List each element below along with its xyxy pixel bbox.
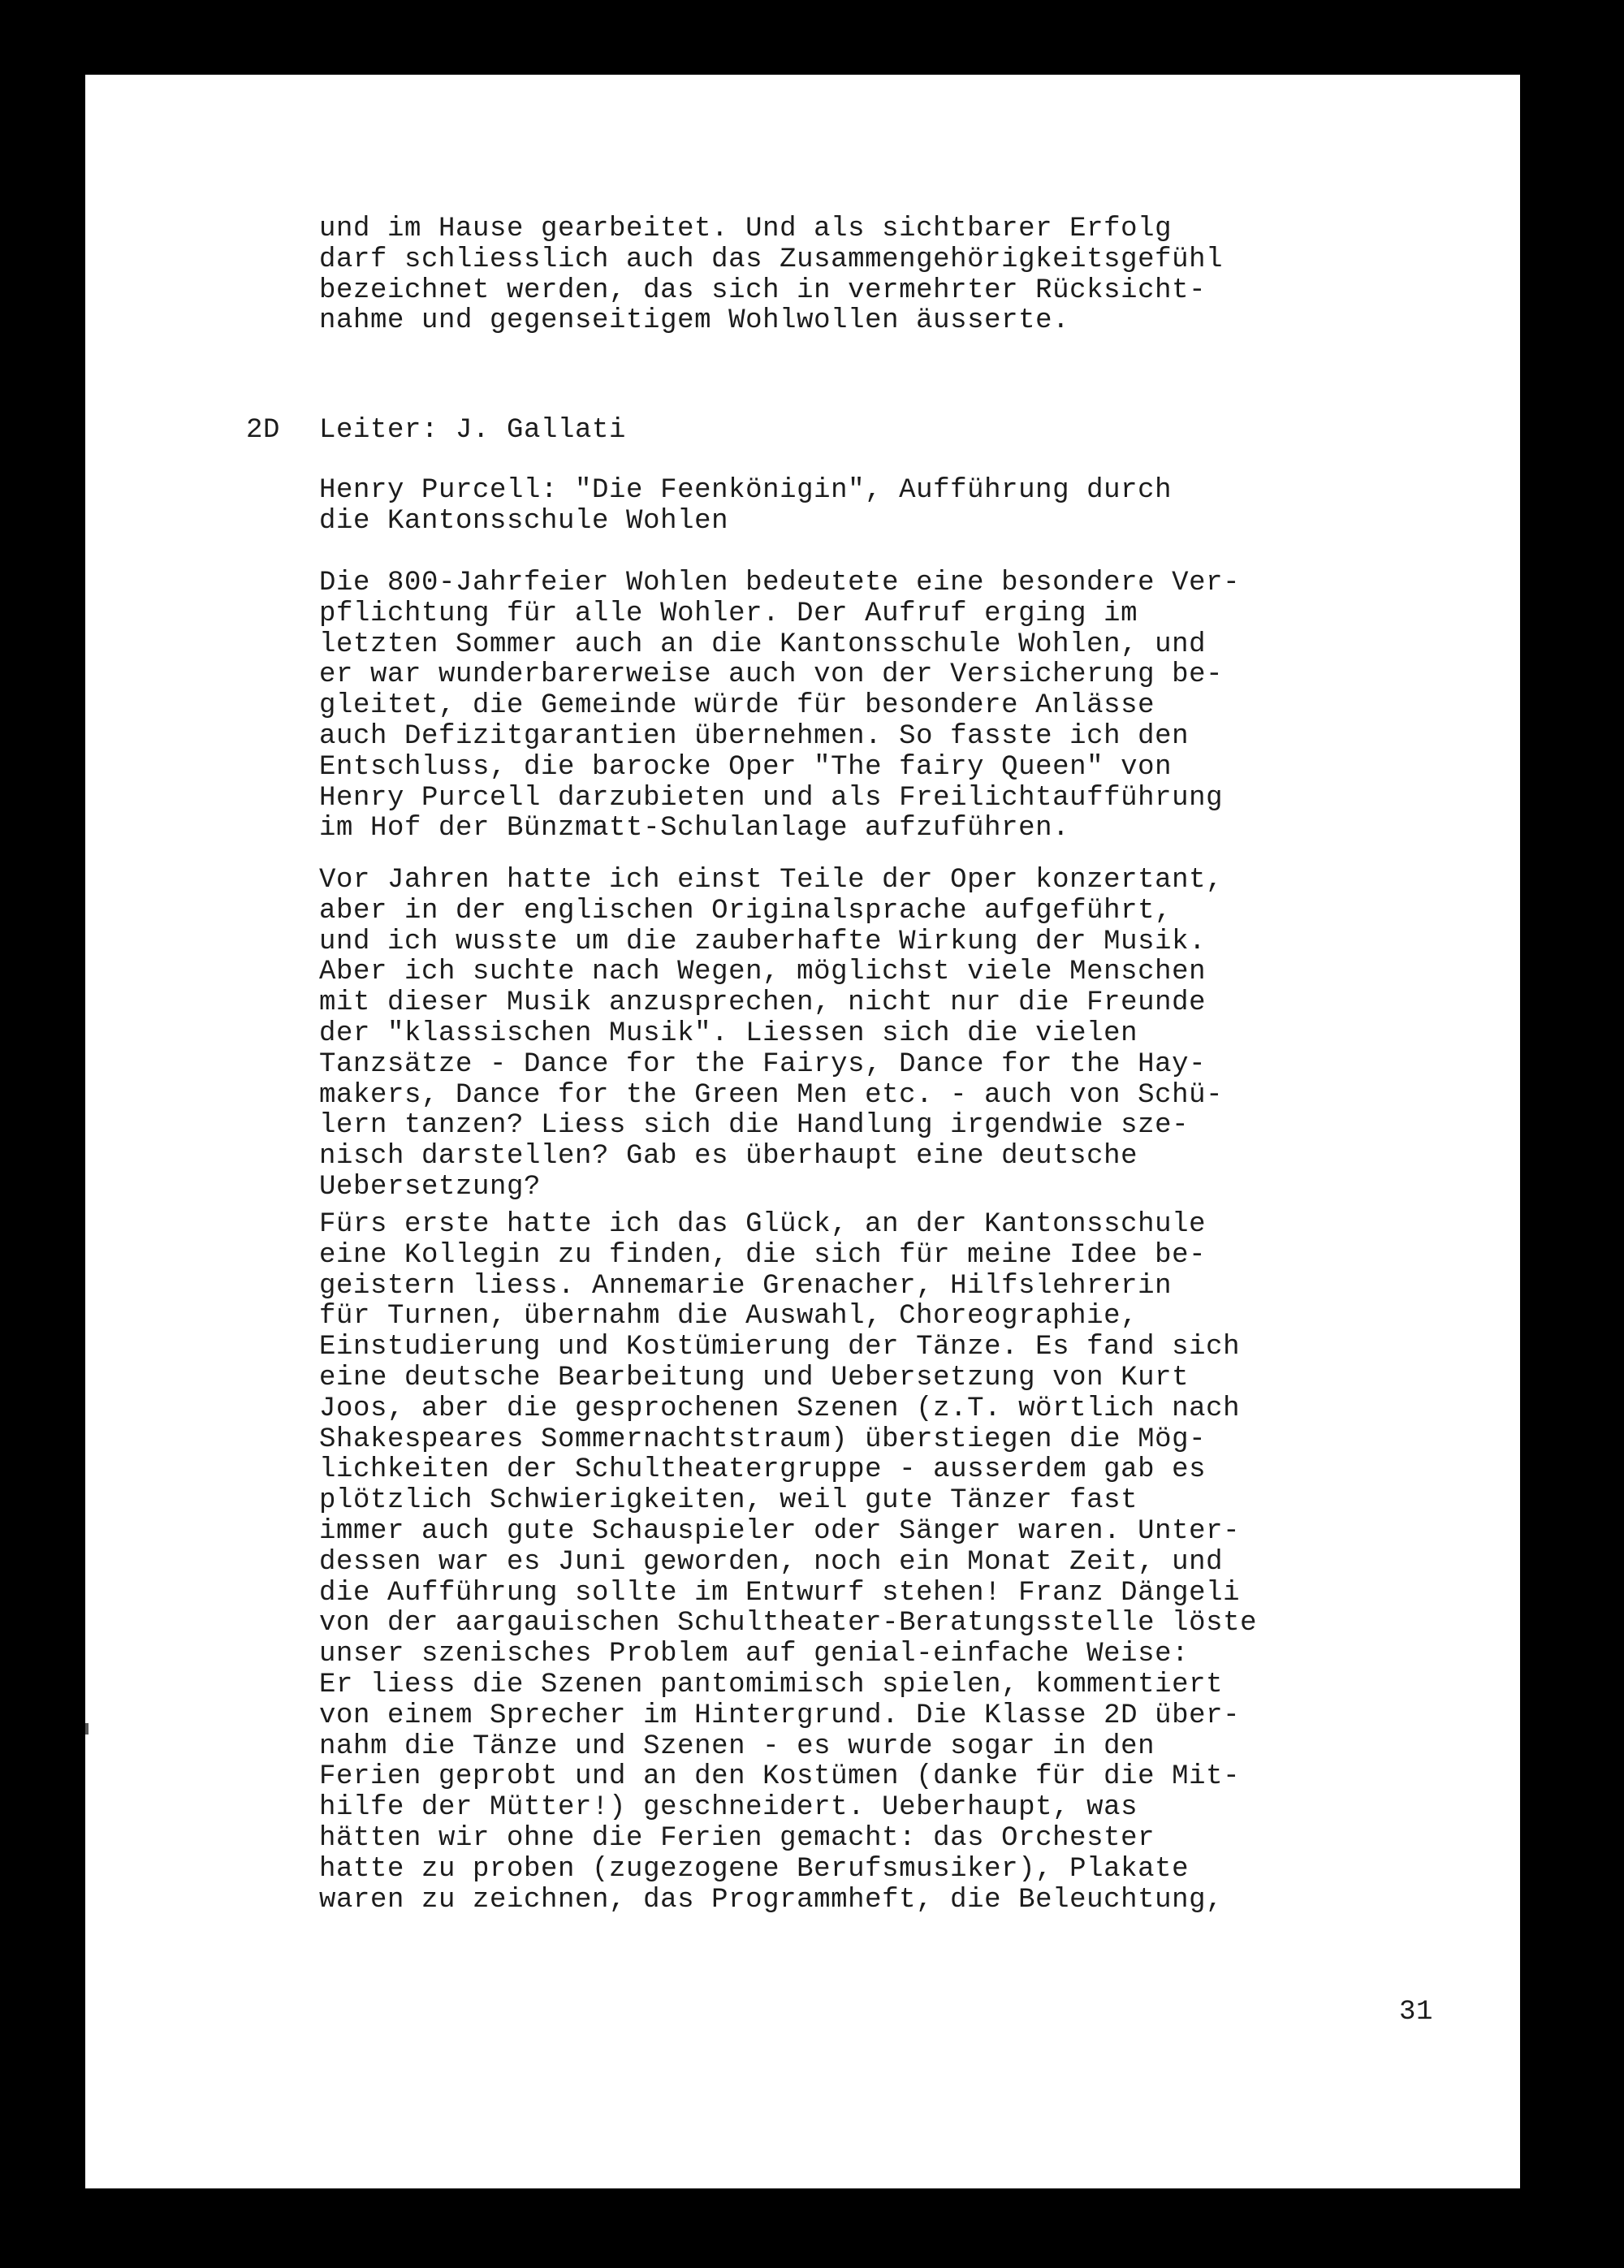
text-line: Henry Purcell: "Die Feenkönigin", Aufführung durch: [319, 475, 1173, 506]
paragraph-3: [319, 1210, 1423, 1916]
text-line: eine deutsche Bearbeitung und Uebersetzung von Kurt: [319, 1362, 1190, 1393]
text-line: Joos, aber die gesprochenen Szenen (z.T. wörtlich nach: [319, 1393, 1241, 1424]
text-line: nahme und gegenseitigem Wohlwollen äusserte.: [319, 305, 1070, 337]
text-line: hätten wir ohne die Ferien gemacht: das Orchester: [319, 1822, 1155, 1854]
text-line: die Aufführung sollte im Entwurf stehen! Franz Dängeli: [319, 1577, 1241, 1609]
text-line: auch Defizitgarantien übernehmen. So fasste ich den: [319, 720, 1190, 752]
paragraph-1: [319, 568, 1423, 845]
margin-mark: [85, 1723, 89, 1734]
text-line: darf schliesslich auch das Zusammengehörigkeitsgefühl: [319, 244, 1224, 275]
text-line: Uebersetzung?: [319, 1171, 542, 1203]
text-line: dessen war es Juni geworden, noch ein Monat Zeit, und: [319, 1546, 1224, 1578]
text-line: im Hof der Bünzmatt-Schulanlage aufzuführen.: [319, 813, 1070, 845]
text-line: Entschluss, die barocke Oper "The fairy Queen" von: [319, 751, 1173, 783]
text-line: Aber ich suchte nach Wegen, möglichst viele Menschen: [319, 957, 1207, 988]
text-line: hilfe der Mütter!) geschneidert. Ueberhaupt, was: [319, 1792, 1138, 1824]
text-line: nisch darstellen? Gab es überhaupt eine deutsche: [319, 1141, 1138, 1173]
paragraph-2: [319, 866, 1423, 1203]
intro-paragraph: [319, 214, 1423, 337]
text-line: eine Kollegin zu finden, die sich für meine Idee be-: [319, 1239, 1207, 1271]
text-line: Ferien geprobt und an den Kostümen (danke für die Mit-: [319, 1761, 1241, 1793]
section-label: 2D: [246, 415, 281, 446]
text-line: er war wunderbarerweise auch von der Versicherung be-: [319, 659, 1224, 691]
text-line: Shakespeares Sommernachtstraum) überstiegen die Mög-: [319, 1423, 1207, 1455]
text-line: letzten Sommer auch an die Kantonsschule Wohlen, und: [319, 629, 1207, 660]
text-line: bezeichnet werden, das sich in vermehrter Rücksicht-: [319, 274, 1207, 306]
text-line: immer auch gute Schauspieler oder Sänger waren. Unter-: [319, 1515, 1241, 1547]
text-line: die Kantonsschule Wohlen: [319, 505, 729, 537]
document-page: [85, 75, 1520, 2188]
text-line: hatte zu proben (zugezogene Berufsmusiker), Plakate: [319, 1853, 1190, 1885]
text-line: Einstudierung und Kostümierung der Tänze. Es fand sich: [319, 1332, 1241, 1363]
text-line: Henry Purcell darzubieten und als Freilichtaufführung: [319, 782, 1224, 814]
text-line: lern tanzen? Liess sich die Handlung irgendwie sze-: [319, 1110, 1190, 1142]
text-line: gleitet, die Gemeinde würde für besondere Anlässe: [319, 690, 1155, 722]
text-line: mit dieser Musik anzusprechen, nicht nur die Freunde: [319, 987, 1207, 1019]
text-line: für Turnen, übernahm die Auswahl, Choreographie,: [319, 1301, 1138, 1333]
section-title: Leiter: J. Gallati: [319, 415, 627, 446]
text-line: der "klassischen Musik". Liessen sich die vielen: [319, 1017, 1138, 1049]
text-line: lichkeiten der Schultheatergruppe - ausserdem gab es: [319, 1454, 1207, 1486]
text-line: makers, Dance for the Green Men etc. - auch von Schü-: [319, 1079, 1224, 1111]
text-line: unser szenisches Problem auf genial-einfache Weise:: [319, 1639, 1190, 1670]
text-line: und ich wusste um die zauberhafte Wirkung der Musik.: [319, 926, 1207, 957]
text-line: von der aargauischen Schultheater-Beratungsstelle löste: [319, 1608, 1258, 1639]
text-line: Tanzsätze - Dance for the Fairys, Dance for the Hay-: [319, 1048, 1207, 1080]
text-line: plötzlich Schwierigkeiten, weil gute Tänzer fast: [319, 1485, 1138, 1517]
text-line: Er liess die Szenen pantomimisch spielen, kommentiert: [319, 1669, 1224, 1700]
text-line: pflichtung für alle Wohler. Der Aufruf erging im: [319, 598, 1138, 629]
page-number: 31: [1399, 1997, 1434, 2028]
text-line: geistern liess. Annemarie Grenacher, Hilfslehrerin: [319, 1270, 1173, 1302]
text-line: Die 800-Jahrfeier Wohlen bedeutete eine besondere Ver-: [319, 568, 1241, 598]
subtitle: [319, 476, 1423, 538]
text-line: aber in der englischen Originalsprache aufgeführt,: [319, 895, 1173, 927]
text-line: Fürs erste hatte ich das Glück, an der Kantonsschule: [319, 1209, 1207, 1240]
text-line: waren zu zeichnen, das Programmheft, die Beleuchtung,: [319, 1884, 1224, 1916]
text-line: nahm die Tänze und Szenen - es wurde sogar in den: [319, 1730, 1155, 1762]
text-line: und im Hause gearbeitet. Und als sichtbarer Erfolg: [319, 214, 1173, 244]
text-line: Vor Jahren hatte ich einst Teile der Oper konzertant,: [319, 865, 1224, 896]
text-line: von einem Sprecher im Hintergrund. Die Klasse 2D über-: [319, 1700, 1241, 1731]
